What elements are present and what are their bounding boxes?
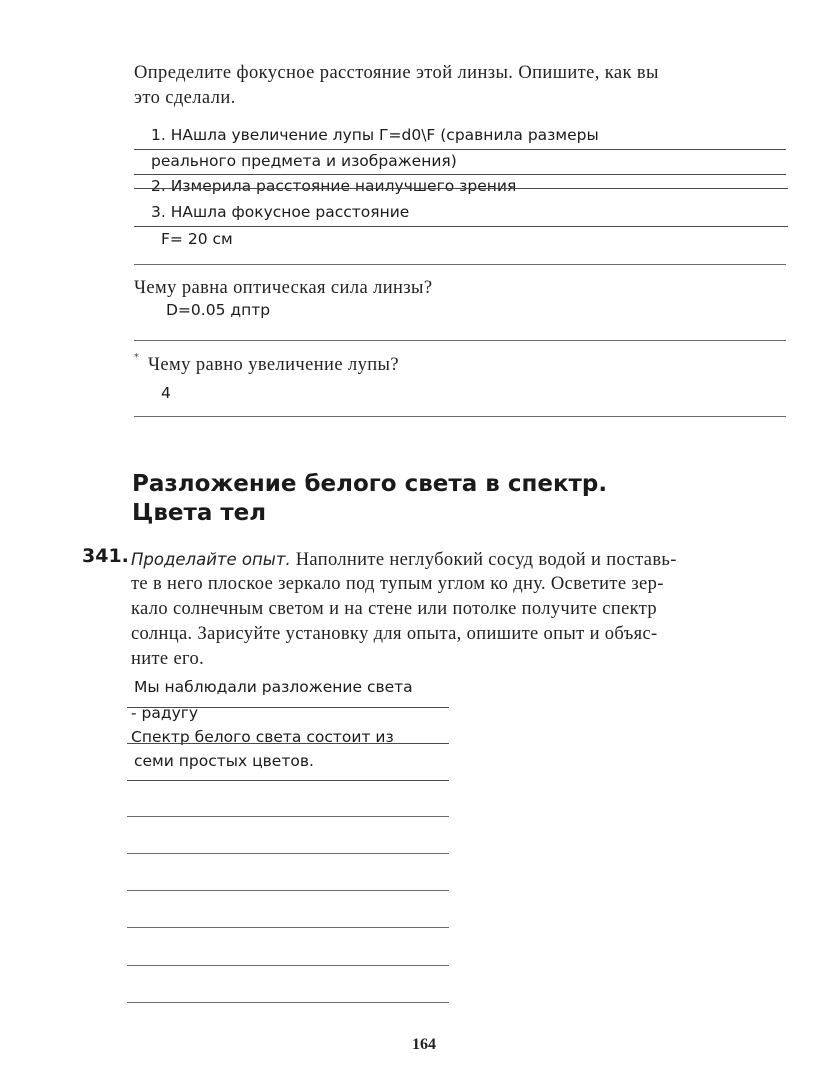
asterisk-marker: * — [134, 352, 139, 363]
task-text-first-line: Наполните неглубокий сосуд водой и поставь- — [295, 550, 677, 570]
answer-experiment-line-4: семи простых цветов. — [134, 752, 314, 770]
section-title-line-2: Цвета тел — [132, 500, 267, 526]
task-text-line-5: ните его. — [131, 649, 205, 669]
answer-rule — [127, 890, 449, 891]
answer-rule — [134, 149, 786, 150]
answer-rule — [134, 416, 786, 417]
answer-rule — [127, 965, 449, 966]
answer-experiment-line-3: Спектр белого света состоит из — [131, 728, 394, 746]
answer-magnification: 4 — [161, 384, 171, 402]
answer-rule — [134, 226, 788, 227]
question-focal-length-line-2: это сделали. — [134, 88, 236, 108]
answer-rule — [127, 927, 449, 928]
page-number: 164 — [412, 1036, 436, 1053]
answer-experiment-line-2: - радугу — [131, 704, 199, 722]
task-lead: Проделайте опыт. — [131, 550, 291, 569]
answer-focal-length-line-2: реального предмета и изображения) — [151, 152, 457, 170]
answer-focal-length-line-1: 1. НАшла увеличение лупы Г=d0\F (сравнила размеры — [151, 126, 599, 144]
answer-rule — [127, 780, 449, 781]
task-text-line-3: кало солнечным светом и на стене или потолке получите спектр — [131, 599, 658, 619]
answer-experiment-line-1: Мы наблюдали разложение света — [134, 678, 413, 696]
section-title-line-1: Разложение белого света в спектр. — [132, 471, 608, 497]
answer-focal-length-value: F= 20 см — [161, 230, 233, 248]
task-text-line-2: те в него плоское зеркало под тупым углом ко дну. Осветите зер- — [131, 574, 664, 594]
question-optical-power: Чему равна оптическая сила линзы? — [134, 278, 433, 298]
answer-focal-length-line-4: 3. НАшла фокусное расстояние — [151, 203, 410, 221]
answer-rule — [134, 174, 786, 175]
question-magnification: Чему равно увеличение лупы? — [148, 355, 399, 375]
answer-focal-length-line-3: 2. Измерила расстояние наилучшего зрения — [151, 177, 517, 195]
answer-rule — [127, 1002, 449, 1003]
question-focal-length-line-1: Определите фокусное расстояние этой линзы. Опишите, как вы — [134, 63, 659, 83]
task-text-line-4: солнца. Зарисуйте установку для опыта, опишите опыт и объяс- — [131, 624, 658, 644]
answer-rule — [127, 853, 449, 854]
answer-rule — [127, 816, 449, 817]
answer-optical-power: D=0.05 дптр — [166, 301, 271, 319]
answer-rule — [134, 264, 786, 265]
answer-rule — [134, 188, 788, 189]
answer-rule — [134, 340, 786, 341]
answer-rule — [127, 743, 449, 744]
task-number: 341. — [82, 545, 129, 567]
task-text-line-1 — [131, 547, 677, 573]
